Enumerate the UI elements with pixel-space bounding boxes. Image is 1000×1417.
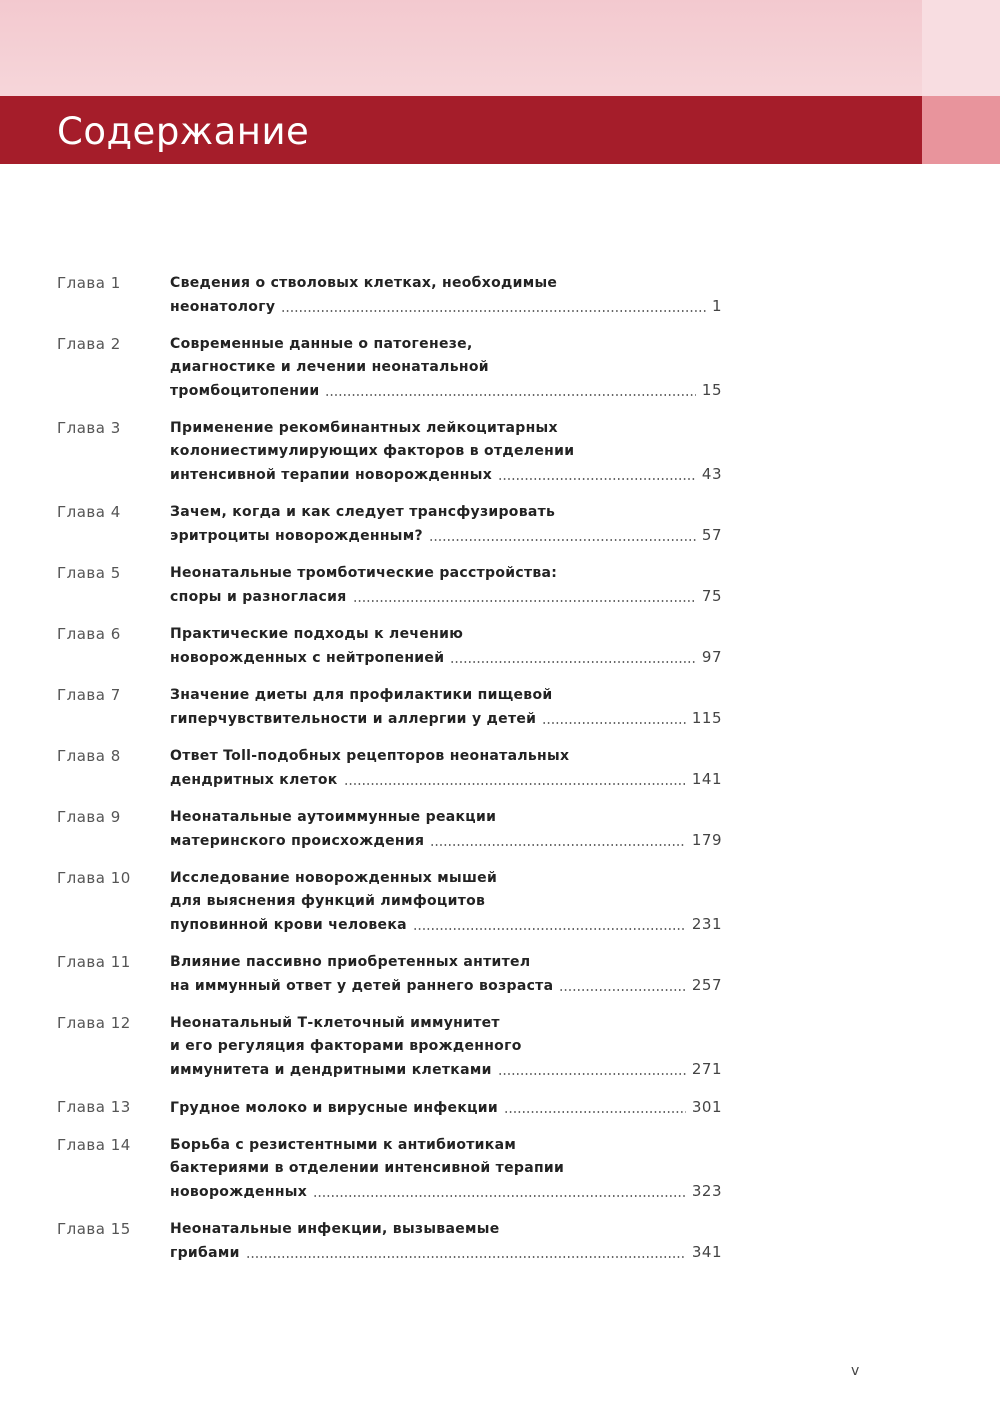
header-band-corner (922, 0, 1000, 96)
dot-leader (450, 661, 696, 663)
dot-leader (498, 478, 696, 480)
dot-leader (353, 600, 696, 602)
toc-entry[interactable] (57, 1012, 722, 1082)
chapter-label: Глава 4 (57, 503, 121, 521)
toc-entry[interactable] (57, 333, 722, 403)
chapter-title-line: материнского происхождения (170, 833, 425, 849)
chapter-title (170, 333, 722, 403)
chapter-title-last-line (170, 379, 722, 403)
chapter-label: Глава 2 (57, 335, 121, 353)
chapter-title (170, 1134, 722, 1204)
chapter-title-line: колониестимулирующих факторов в отделении (170, 443, 575, 459)
page-folio: v (851, 1363, 860, 1379)
dot-leader (498, 1073, 686, 1075)
chapter-title-last-line (170, 1058, 722, 1082)
chapter-title (170, 417, 722, 487)
chapter-title-line: неонатологу (170, 299, 276, 315)
dot-leader (313, 1195, 686, 1197)
chapter-title-line: Влияние пассивно приобретенных антител (170, 954, 531, 970)
chapter-title (170, 1218, 722, 1265)
page-number: 141 (691, 770, 722, 788)
page-number: 323 (691, 1182, 722, 1200)
chapter-title-line: на иммунный ответ у детей раннего возраста (170, 978, 554, 994)
page-number: 15 (701, 381, 722, 399)
chapter-title-last-line (170, 463, 722, 487)
toc-entry[interactable] (57, 1096, 722, 1120)
chapter-title-line: Неонатальные тромботические расстройства: (170, 565, 558, 581)
chapter-title-last-line (170, 829, 722, 853)
chapter-title-last-line (170, 1096, 722, 1120)
chapter-title-line: диагностике и лечении неонатальной (170, 359, 489, 375)
chapter-title-line: грибами (170, 1245, 240, 1261)
page-number: 301 (691, 1098, 722, 1116)
chapter-title-line: гиперчувствительности и аллергии у детей (170, 711, 537, 727)
chapter-title-line: Борьба с резистентными к антибиотикам (170, 1137, 517, 1153)
page-number: 115 (691, 709, 722, 727)
page-number: 97 (701, 648, 722, 666)
toc-entry[interactable] (57, 623, 722, 670)
chapter-title-last-line (170, 295, 722, 319)
page-number: 341 (691, 1243, 722, 1261)
chapter-title-line: тромбоцитопении (170, 383, 320, 399)
chapter-title (170, 272, 722, 319)
chapter-title-line: Неонатальные инфекции, вызываемые (170, 1221, 500, 1237)
chapter-title (170, 1096, 722, 1120)
chapter-title (170, 623, 722, 670)
toc-entry[interactable] (57, 745, 722, 792)
chapter-title-line: и его регуляция факторами врожденного (170, 1038, 522, 1054)
dot-leader (413, 928, 686, 930)
chapter-title (170, 951, 722, 998)
chapter-title-line: Неонатальные аутоиммунные реакции (170, 809, 497, 825)
page-title: Содержание (57, 110, 310, 153)
chapter-title-last-line (170, 974, 722, 998)
chapter-label: Глава 14 (57, 1136, 131, 1154)
chapter-title-last-line (170, 646, 722, 670)
chapter-title (170, 501, 722, 548)
dot-leader (281, 310, 706, 312)
chapter-title-line: Неонатальный Т-клеточный иммунитет (170, 1015, 500, 1031)
header-band (0, 0, 1000, 96)
chapter-title-line: новорожденных (170, 1184, 308, 1200)
toc-entry[interactable] (57, 417, 722, 487)
page-number: 75 (701, 587, 722, 605)
chapter-label: Глава 7 (57, 686, 121, 704)
chapter-title-line: Зачем, когда и как следует трансфузировать (170, 504, 556, 520)
chapter-title-last-line (170, 1180, 722, 1204)
chapter-label: Глава 9 (57, 808, 121, 826)
toc-entry[interactable] (57, 562, 722, 609)
dot-leader (429, 539, 696, 541)
chapter-title-last-line (170, 524, 722, 548)
chapter-label: Глава 3 (57, 419, 121, 437)
chapter-title-line: споры и разногласия (170, 589, 347, 605)
dot-leader (542, 722, 686, 724)
chapter-label: Глава 6 (57, 625, 121, 643)
chapter-title-line: Сведения о стволовых клетках, необходимые (170, 275, 558, 291)
chapter-title-line: бактериями в отделении интенсивной терапии (170, 1160, 565, 1176)
page-number: 43 (701, 465, 722, 483)
chapter-title-line: Применение рекомбинантных лейкоцитарных (170, 420, 558, 436)
dot-leader (246, 1256, 686, 1258)
toc-entry[interactable] (57, 1134, 722, 1204)
chapter-label: Глава 12 (57, 1014, 131, 1032)
toc-entry[interactable] (57, 1218, 722, 1265)
chapter-label: Глава 10 (57, 869, 131, 887)
chapter-title-line: Ответ Toll-подобных рецепторов неонатальных (170, 748, 570, 764)
chapter-title-line: дендритных клеток (170, 772, 338, 788)
chapter-title-last-line (170, 707, 722, 731)
table-of-contents (57, 272, 722, 1279)
chapter-title-line: Современные данные о патогенезе, (170, 336, 473, 352)
page-number: 57 (701, 526, 722, 544)
chapter-title-last-line (170, 585, 722, 609)
chapter-title-line: иммунитета и дендритными клетками (170, 1062, 492, 1078)
page-number: 257 (691, 976, 722, 994)
title-bar-corner (922, 96, 1000, 164)
chapter-title (170, 1012, 722, 1082)
toc-entry[interactable] (57, 806, 722, 853)
chapter-title-line: Значение диеты для профилактики пищевой (170, 687, 553, 703)
chapter-title-last-line (170, 1241, 722, 1265)
chapter-label: Глава 1 (57, 274, 121, 292)
chapter-label: Глава 11 (57, 953, 131, 971)
chapter-title (170, 745, 722, 792)
chapter-title-line: для выяснения функций лимфоцитов (170, 893, 486, 909)
chapter-label: Глава 8 (57, 747, 121, 765)
dot-leader (430, 844, 686, 846)
toc-entry[interactable] (57, 951, 722, 998)
chapter-title-last-line (170, 768, 722, 792)
toc-entry[interactable] (57, 867, 722, 937)
toc-entry[interactable] (57, 684, 722, 731)
chapter-title (170, 562, 722, 609)
chapter-label: Глава 5 (57, 564, 121, 582)
chapter-title-line: Грудное молоко и вирусные инфекции (170, 1100, 499, 1116)
page-number: 1 (711, 297, 722, 315)
chapter-title (170, 684, 722, 731)
chapter-title-line: Практические подходы к лечению (170, 626, 464, 642)
dot-leader (325, 394, 695, 396)
chapter-title-line: эритроциты новорожденным? (170, 528, 423, 544)
page-number: 271 (691, 1060, 722, 1078)
chapter-title-last-line (170, 913, 722, 937)
chapter-title-line: Исследование новорожденных мышей (170, 870, 498, 886)
chapter-label: Глава 15 (57, 1220, 131, 1238)
toc-entry[interactable] (57, 501, 722, 548)
toc-entry[interactable] (57, 272, 722, 319)
chapter-label: Глава 13 (57, 1098, 131, 1116)
chapter-title (170, 806, 722, 853)
page-number: 179 (691, 831, 722, 849)
dot-leader (559, 989, 686, 991)
dot-leader (504, 1111, 686, 1113)
chapter-title-line: интенсивной терапии новорожденных (170, 467, 493, 483)
page-number: 231 (691, 915, 722, 933)
chapter-title (170, 867, 722, 937)
chapter-title-line: новорожденных с нейтропенией (170, 650, 445, 666)
chapter-title-line: пуповинной крови человека (170, 917, 407, 933)
dot-leader (344, 783, 686, 785)
